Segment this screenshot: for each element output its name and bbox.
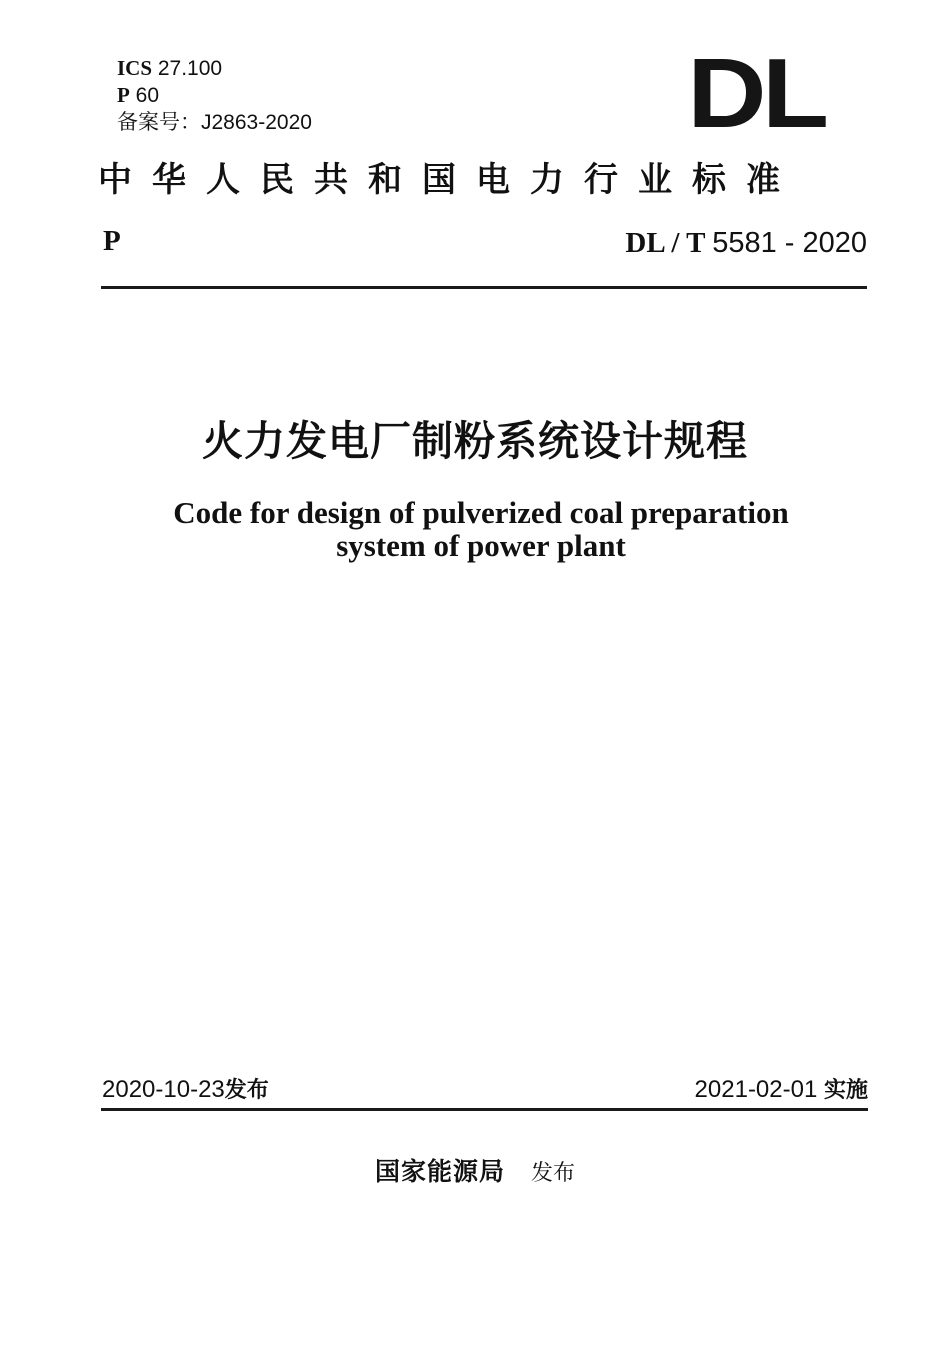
class-value: 60 <box>129 84 160 107</box>
publisher <box>0 1152 950 1188</box>
chinese-title: 火力发电厂制粉系统设计规程 <box>202 417 748 465</box>
dl-logo: DL <box>687 38 825 148</box>
ics-line <box>117 55 312 82</box>
english-title-line2: system of power plant <box>336 528 626 563</box>
industry-standard-title: 中华人民共和国电力行业标准 <box>98 160 800 200</box>
standard-code <box>625 225 867 260</box>
issue-label: 发布 <box>224 1078 269 1103</box>
top-divider <box>101 286 867 289</box>
metadata-block <box>117 55 312 136</box>
publisher-name: 国家能源局 <box>374 1157 505 1186</box>
class-prefix: P <box>117 83 130 107</box>
effective-date <box>695 1073 868 1104</box>
english-title-line1: Code for design of pulverized coal preparation <box>173 495 789 530</box>
effective-date-value: 2021-02-01 <box>694 1076 818 1103</box>
issue-date <box>102 1073 269 1104</box>
publisher-action: 发布 <box>531 1161 576 1186</box>
ics-prefix: ICS <box>117 56 153 80</box>
ics-value: 27.100 <box>152 57 223 80</box>
category-letter: P <box>103 225 121 257</box>
classification-line <box>117 82 312 109</box>
issue-date-value: 2020-10-23 <box>102 1076 225 1103</box>
bottom-divider <box>101 1108 868 1111</box>
standard-code-number: 5581 - 2020 <box>712 227 867 259</box>
effective-label: 实施 <box>823 1078 868 1103</box>
english-title <box>0 496 950 562</box>
filing-number: 备案号：J2863-2020 <box>117 111 312 134</box>
standard-code-prefix: DL / T <box>625 227 713 259</box>
